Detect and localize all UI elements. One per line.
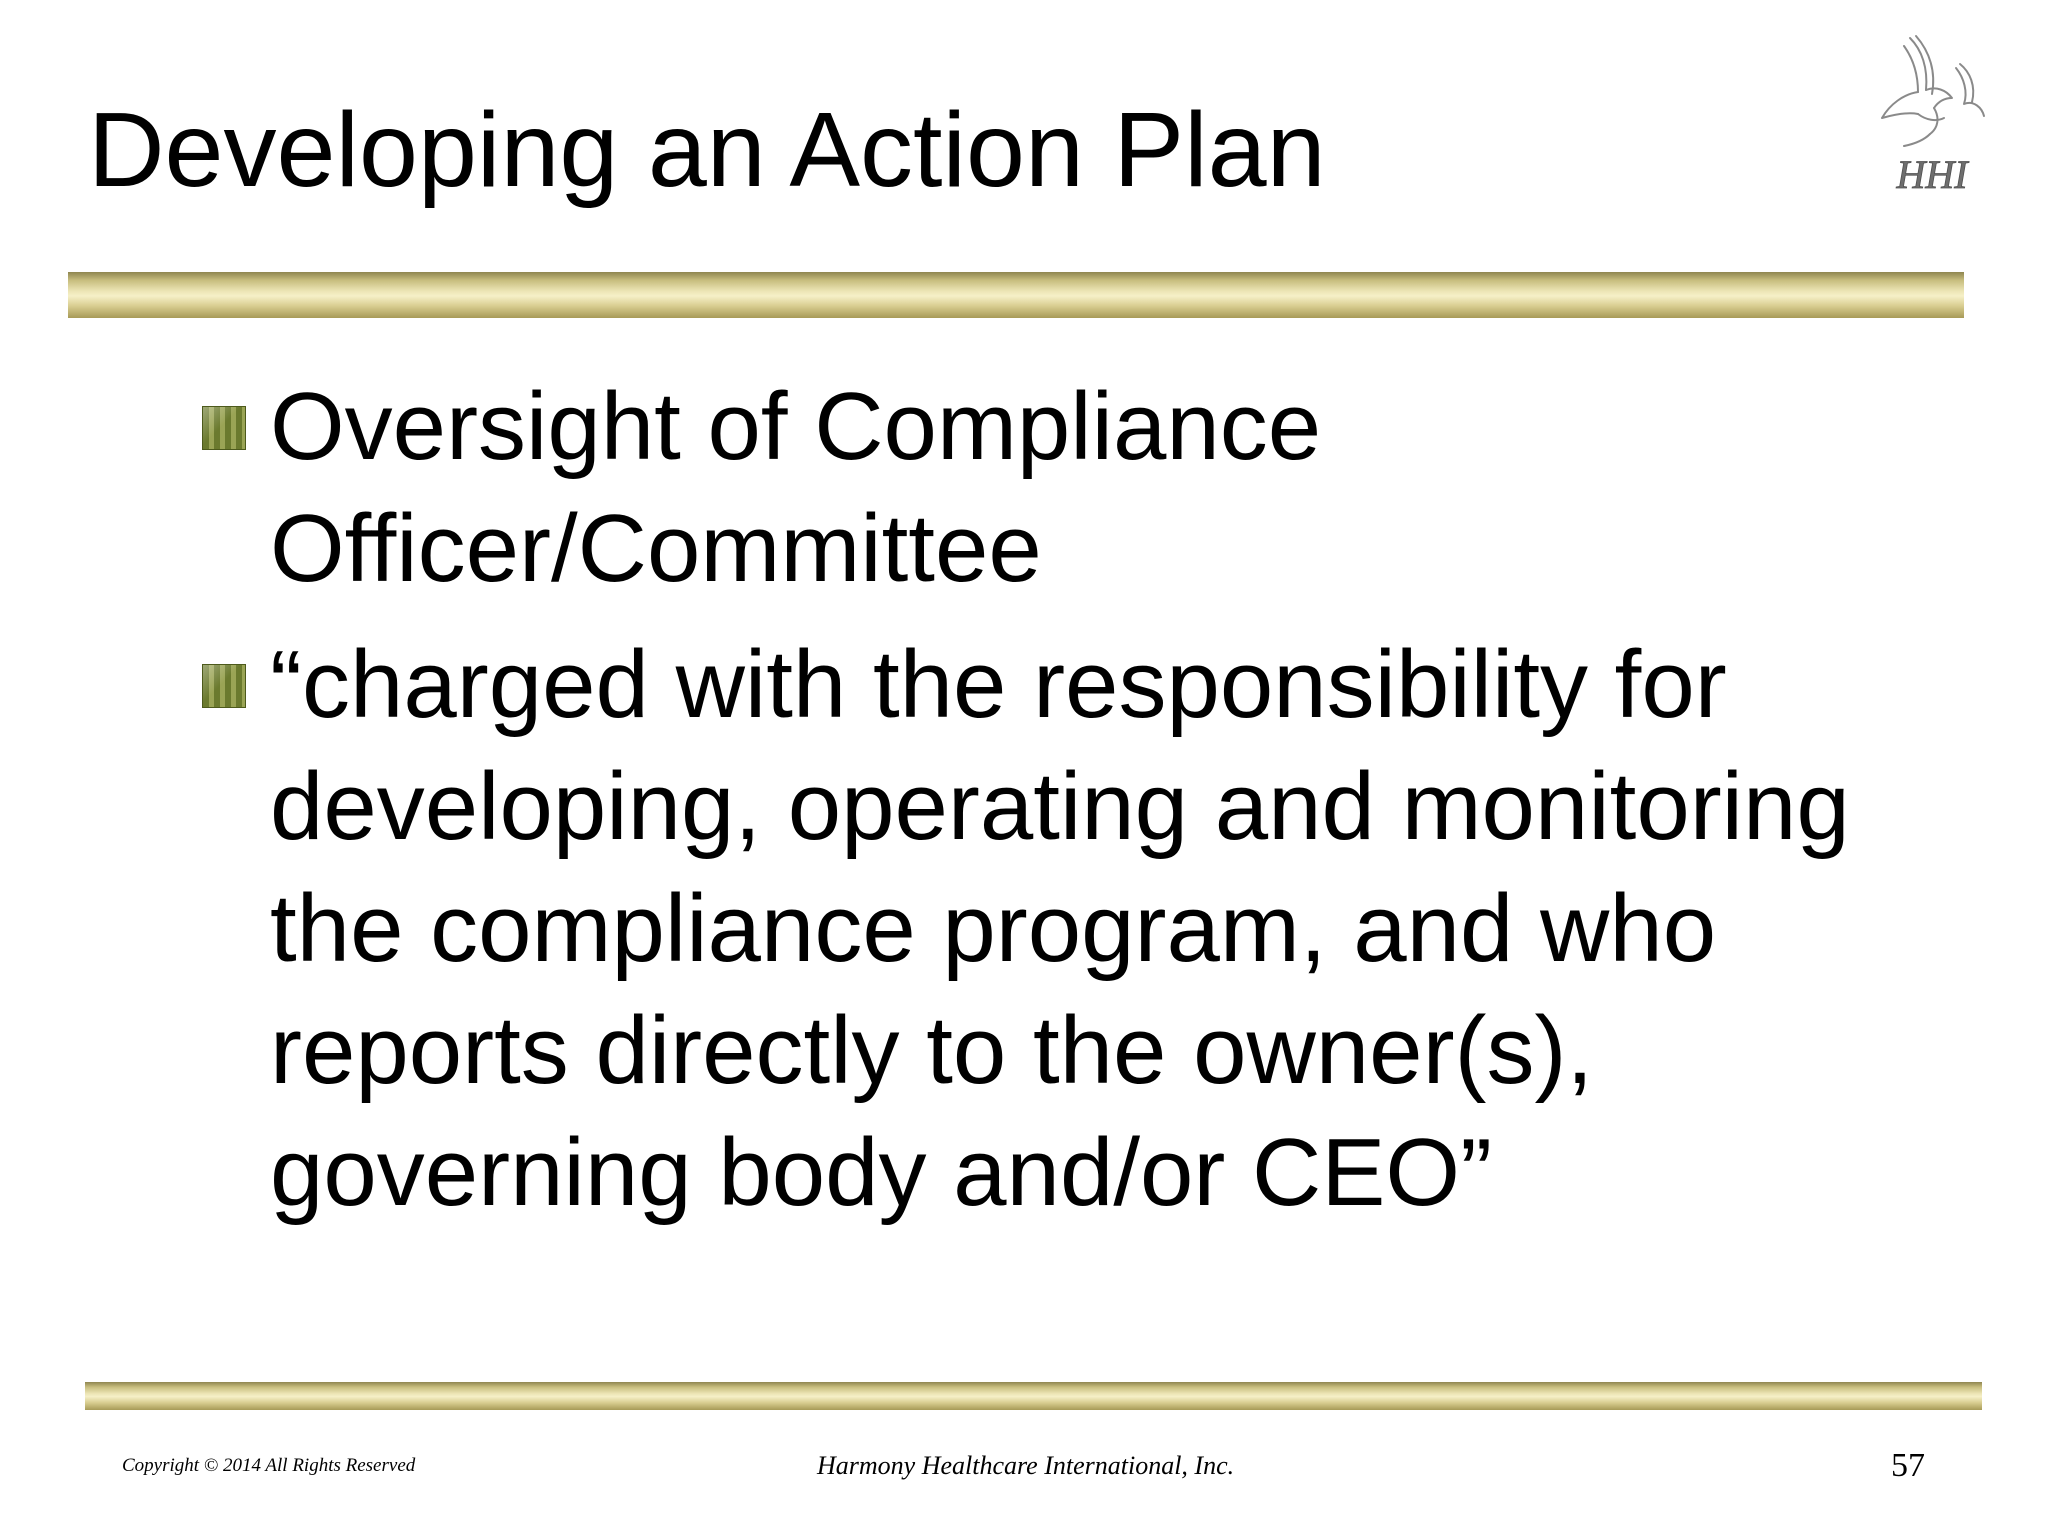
bullet-text: Oversight of Compliance Officer/Committee (270, 373, 1322, 602)
logo-monogram: HHI (1896, 152, 1968, 197)
copyright-notice: Copyright © 2014 All Rights Reserved (122, 1455, 416, 1476)
slide-title: Developing an Action Plan (88, 91, 1326, 209)
bottom-divider (85, 1382, 1982, 1410)
list-item (202, 624, 1992, 1234)
list-item (202, 366, 1992, 610)
square-bullet-icon (202, 406, 246, 450)
page-number: 57 (1891, 1447, 1925, 1484)
square-bullet-icon (202, 664, 246, 708)
dove-icon (1882, 36, 1984, 146)
company-name: Harmony Healthcare International, Inc. (817, 1451, 1235, 1480)
company-logo (1870, 28, 1990, 198)
bullet-list (202, 366, 1992, 1248)
bullet-text: “charged with the responsibility for developing, operating and monitoring the compliance program, and who reports directly to the owner(s), governing body and/or CEO” (270, 631, 1850, 1226)
top-divider (68, 272, 1964, 318)
